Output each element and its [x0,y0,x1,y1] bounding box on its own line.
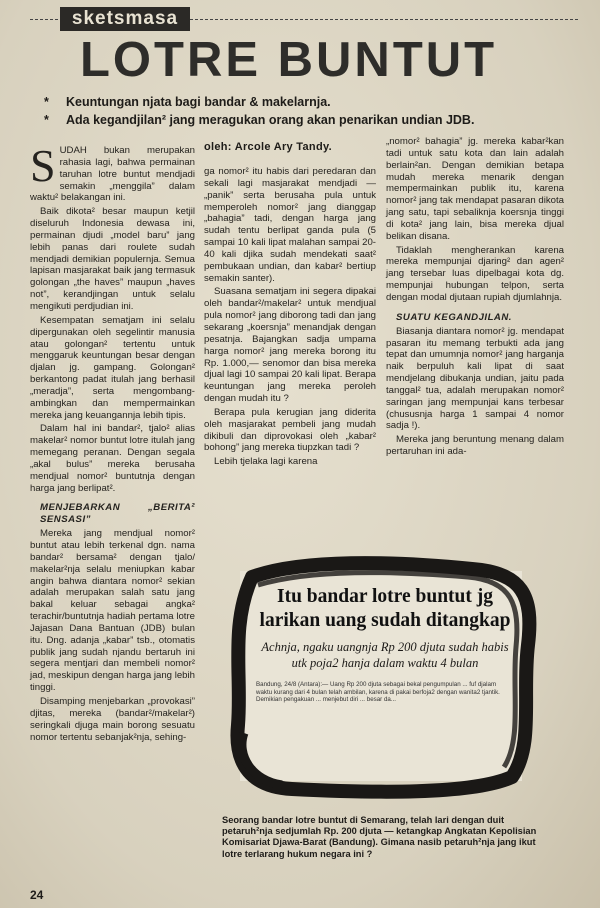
column-3 [386,136,564,556]
column-2 [204,166,376,556]
clipping-body: Bandung, 24/8 (Antara):— Uang Rp 200 djuta sebagai bekal pengumpulan ... fuf djalam waktu kurang dari 4 bulan telah ambilan, karena di pakai berfoja2 dengan wanita2 tjantik. Demikian pengakuan ... menjebut diri ... besar da... [256,681,500,703]
paragraph: Dalam hal ini bandar², tjalo² alias makelar² nomor buntut lotre itulah jang memegang peranan. Dengan segala „akal bulus” mereka berusaha mendjual nomor² buntutnja dengan harga jang berlipat². [30,423,195,494]
column-1 [30,140,195,880]
paragraph: Lebih tjelaka lagi karena [214,456,318,468]
drop-cap: S [30,140,56,191]
paragraph: Tidaklah mengherankan karena mereka mempunjai djaring² dan agen² jang tersebar luas dipelbagai kota dg. mempunjai hubungan telpon, serta dengan modal djutaan rupiah djumlahnja. [386,244,564,303]
clipping-subhead: Achnja, ngaku uangnja Rp 200 djuta sudah habis utk poja2 hanja dalam waktu 4 bulan [261,640,509,670]
paragraph: Disamping menjebarkan „provokasi” djitas, mereka (bandar²/makelar²) seringkali djuga main borong sesuatu nomor tertentu sebanjak²nja, sehing- [30,695,195,743]
subheading: MENJEBARKAN „BERITA² SENSASI” [40,502,195,526]
paragraph: Suasana sematjam ini segera dipakai oleh bandar²/makelar² untuk mendjual pula nomor² jang diborong tadi dan jang sekarang „koersnja” menandjak dengan pesatnja. Bajangkan sadja umpama harga nomor² jang mereka borong itu Rp. 1.000,— senomor dan bisa mereka djual lagi 10 sampai 20 kali lipat. Berapa keuntungan jang mereka peroleh dengan mudah itu ? [204,286,376,405]
clipping-text [256,585,514,671]
clipping-headline: Itu bandar lotre buntut jg larikan uang sudah ditangkap [259,586,511,631]
article-headline: LOTRE BUNTUT [80,33,498,87]
byline: oleh: Arcole Ary Tandy. [204,141,332,153]
section-rubric: sketsmasa [60,7,190,31]
page-number: 24 [30,888,44,902]
paragraph: Kesempatan sematjam ini selalu dipergunakan oleh segelintir manusia atau golongan² tertentu untuk menggaruk keuntungan besar dengan djalan jg. gampang. Golongan² berkantong padat itulah jang berhasil „meradja”, serta mengombang-ambingkan dan mempermainkan mereka jang keuangannja lebih tipis. [30,314,195,421]
paragraph: SUDAH bukan merupakan rahasia lagi, bahwa permainan taruhan lotre buntut mendjadi semakin „menggila” dalam waktu² belakangan ini. [30,140,195,204]
photo-caption: Seorang bandar lotre buntut di Semarang, telah lari dengan duit petaruh²nja sedjumlah Rp. 200 djuta — ketangkap Angkatan Kepolisian Komisariat Djawa-Barat (Bandung). Gimana nasib petaruh²nja jang ikut lotre terlarang hukum negara ini ? [222,815,537,859]
paragraph: Berapa pula kerugian jang diderita oleh masjarakat pembeli jang mudah dikibuli dan diprovokasi oleh „kabar² bohong” jang mereka tiupzkan tadi ? [204,406,376,454]
paragraph: Biasanja diantara nomor² jg. mendapat pasaran itu memang terbukti ada jang tepat dan umumnja nomor² jang harganja naik berpuluh kali lipat di saat mendjelang dibukanja undian, jaitu pada tanggal² tua, adalah merupakan nomor² saringan jang mempunjai kans terbesar (chususnja harga 1 sampai 4 nomor sadja !). [386,325,564,432]
bullet-item: * Ada kegandjilan² jang meragukan orang akan penarikan undian JDB. [40,111,585,129]
subheading: SUATU KEGANDJILAN. [396,311,512,323]
lead-bullets [40,93,585,129]
paragraph: Mereka jang mendjual nomor² buntut atau lebih terkenal dgn. nama bandar² bersama² dengan tjalo/ makelar²nja selalu meniupkan kabar angin bahwa diantara nomor² sekian adalah merupakan salah satu jang bakal keluar sebagai angka² terachir/buntutnja hadiah pertama lotre Jajasan Dana Bantuan (JDB) bulan itu. Dng. adanja „kabar” tsb., otomatis publik jang sudah njandu bertaruh ini segera mentjari dan membeli nomor² jad, meskipun dengan harga jang lebih tinggi. [30,528,195,694]
paragraph: Baik dikota² besar maupun ketjil diseluruh Indonesia dewasa ini, permainan djudi „model baru” jang lebih panas dari roulete sudah mendjadi demikian populernja. Semua lapisan masjarakat baik jang termasuk golongan „the haves” maupun „haves not”, kerandjingan untuk selalu mengikuti perdjudian ini. [30,206,195,312]
paragraph: ga nomor² itu habis dari peredaran dan sekali lagi masjarakat mendjadi — „panik” serta berusaha pula untuk memperoleh nomor² jang dianggap „bahagia” tadi, dengan harga jang sudah tentu berlipat ganda pula (5 sampai 10 kali lipat malahan sampai 20-40 kali djika sudah mendekati saat² pembukaan undian, dan kabar² bertiup semakin santer). [204,166,376,284]
bullet-item: * Keuntungan njata bagi bandar & makelarnja. [40,93,585,111]
paragraph: Mereka jang beruntung menang dalam pertaruhan ini ada- [386,434,564,458]
paragraph: „nomor² bahagia” jg. mereka kabar²kan tadi untuk satu kota dan lain adalah berlain²an. Dengan demikian betapa mudah mereka menarik dengan mempermainkan publik itu, karena nomor² jang tak mendapat pasaran dikota jang satu, tapi sebaliknja koersnja tinggi di kota² jang lain, bisa mereka djual belikan disana. [386,136,564,242]
newspaper-clipping [222,555,540,800]
